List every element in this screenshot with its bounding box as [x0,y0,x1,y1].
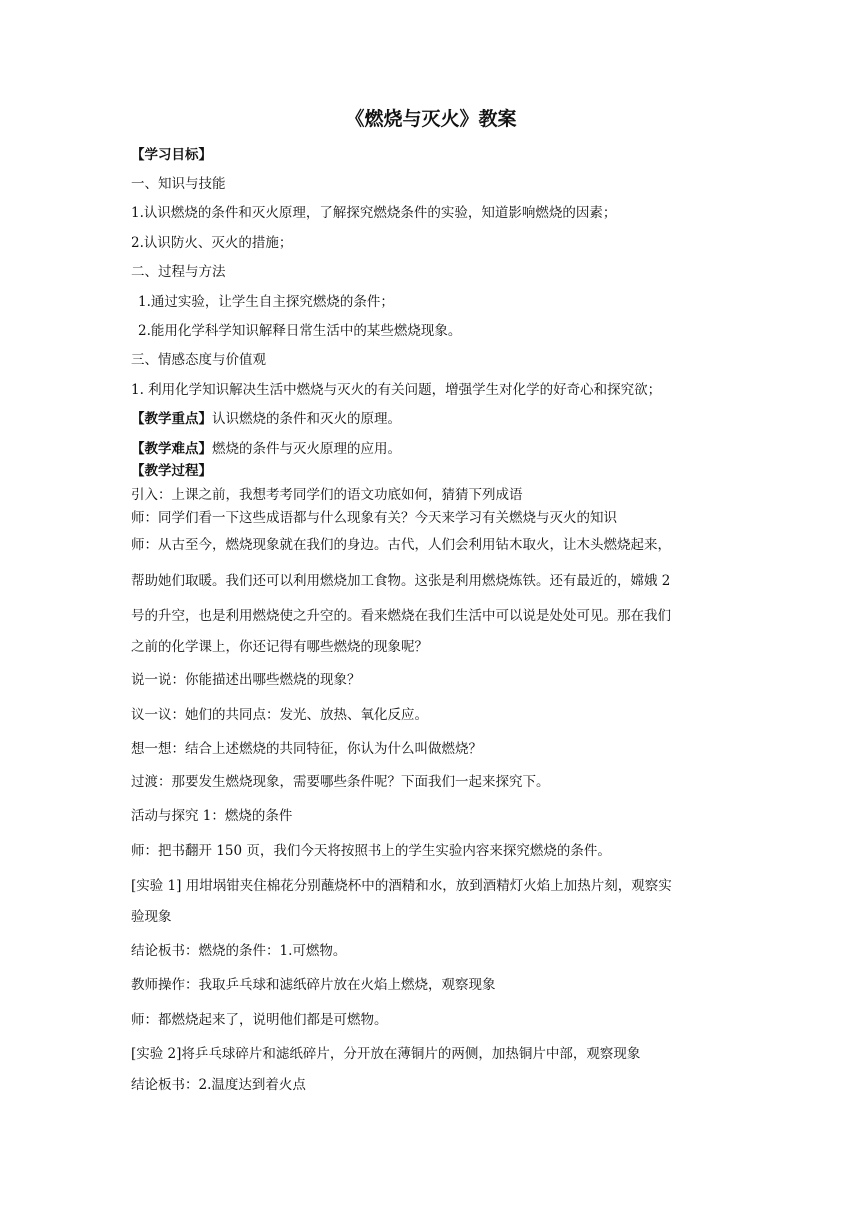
emotion-heading: 三、情感态度与价值观 [131,352,266,368]
body-line: 说一说：你能描述出哪些燃烧的现象？ [131,672,361,688]
body-line: 师：把书翻开 150 页，我们今天将按照书上的学生实验内容来探究燃烧的条件。 [131,843,611,859]
body-line: 想一想：结合上述燃烧的共同特征，你认为什么叫做燃烧？ [131,741,482,757]
body-line: 教师操作：我取乒乓球和滤纸碎片放在火焰上燃烧，观察现象 [131,977,496,993]
body-line: 结论板书：2.温度达到着火点 [131,1077,306,1093]
body-line: 结论板书：燃烧的条件：1.可燃物。 [131,943,347,959]
body-line: 议一议：她们的共同点：发光、放热、氧化反应。 [131,707,428,723]
knowledge-item-1: 1.认识燃烧的条件和灭火原理，了解探究燃烧条件的实验，知道影响燃烧的因素； [131,205,617,221]
body-line: [实验 2]将乒乓球碎片和滤纸碎片，分开放在薄铜片的两侧，加热铜片中部，观察现象 [131,1046,641,1062]
objectives-heading: 【学习目标】 [131,147,212,163]
body-line: 引入：上课之前，我想考考同学们的语文功底如何，猜猜下列成语 [131,487,523,503]
knowledge-heading: 一、知识与技能 [131,176,226,192]
body-line: 师：同学们看一下这些成语都与什么现象有关？今天来学习有关燃烧与灭火的知识 [131,510,617,526]
process-item-1: 1.通过实验，让学生自主探究燃烧的条件； [138,294,394,310]
body-line: [实验 1] 用坩埚钳夹住棉花分别蘸烧杯中的酒精和水，放到酒精灯火焰上加热片刻，观察实 [131,878,672,894]
body-line: 师：从古至今，燃烧现象就在我们的身边。古代，人们会利用钻木取火，让木头燃烧起来， [131,537,671,553]
body-line: 帮助她们取暖。我们还可以利用燃烧加工食物。这张是利用燃烧炼铁。还有最近的，嫦娥 2 [131,573,671,589]
emotion-item-1: 1. 利用化学知识解决生活中燃烧与灭火的有关问题，增强学生对化学的好奇心和探究欲； [131,382,662,398]
key-point-text: 认识燃烧的条件和灭火的原理。 [212,411,401,427]
difficulty-point [131,440,401,458]
key-point [131,410,401,428]
difficulty-point-text: 燃烧的条件与灭火原理的应用。 [212,441,401,457]
procedure-heading: 【教学过程】 [131,463,212,479]
body-line: 师：都燃烧起来了，说明他们都是可燃物。 [131,1012,388,1028]
process-heading: 二、过程与方法 [131,264,226,280]
body-line: 验现象 [131,909,172,925]
body-line: 活动与探究 1：燃烧的条件 [131,808,293,824]
difficulty-point-label: 【教学难点】 [131,441,212,457]
process-item-2: 2.能用化学科学知识解释日常生活中的某些燃烧现象。 [138,323,462,339]
body-line: 号的升空，也是利用燃烧使之升空的。看来燃烧在我们生活中可以说是处处可见。那在我们 [131,608,671,624]
body-line: 过渡：那要发生燃烧现象，需要哪些条件呢？下面我们一起来探究下。 [131,774,550,790]
document-title: 《燃烧与灭火》教案 [345,108,517,130]
body-line: 之前的化学课上，你还记得有哪些燃烧的现象呢？ [131,639,428,655]
key-point-label: 【教学重点】 [131,411,212,427]
knowledge-item-2: 2.认识防火、灭火的措施； [131,235,293,251]
